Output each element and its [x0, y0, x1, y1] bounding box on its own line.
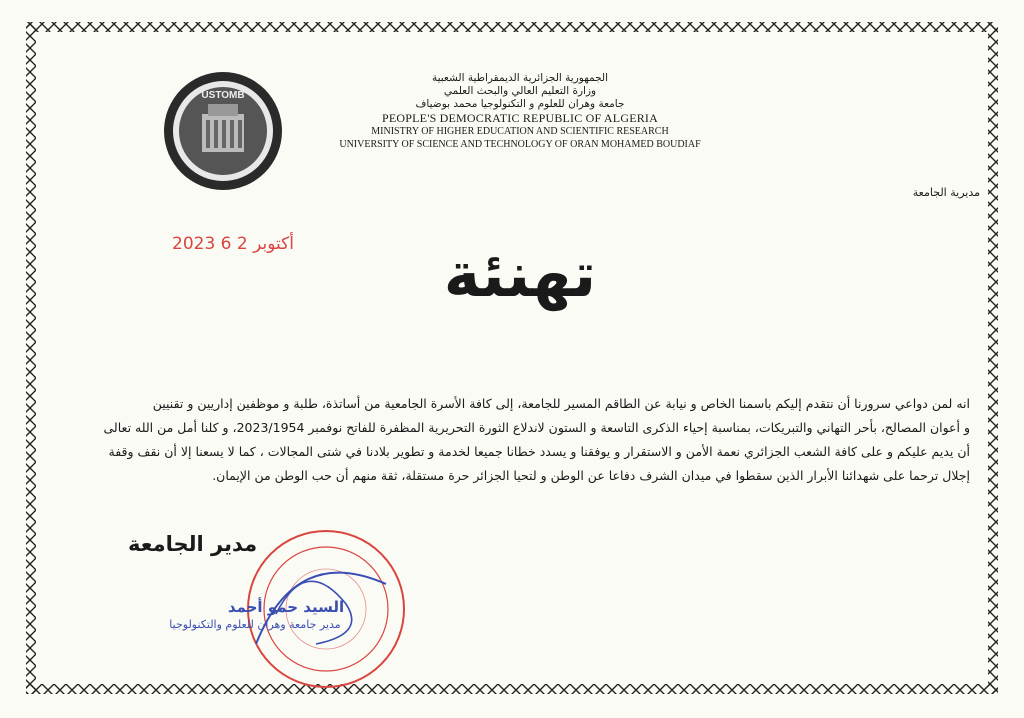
signatory-name: السيد حمو أحمد [227, 598, 345, 616]
institution-header [300, 72, 740, 151]
header-university-ar: جامعة وهران للعلوم و التكنولوجيا محمد بوضياف [415, 98, 625, 110]
signatory-role: مدير جامعة وهران للعلوم والتكنولوجيا [169, 618, 341, 631]
congratulation-text [60, 392, 970, 488]
university-logo [162, 70, 284, 192]
body-line: انه لمن دواعي سرورنا أن نتقدم إليكم باسمنا الخاص و نيابة عن الطاقم المسير للجامعة، إلى كافة الأسرة الجامعية من أساتذة، طلبة و موظفين إداريين و تقنيين [152, 396, 970, 411]
page-title: تهنئة [443, 238, 597, 311]
svg-text:USTOMB: USTOMB [201, 90, 245, 101]
header-country-ar: الجمهورية الجزائرية الديمقراطية الشعبية [431, 72, 609, 84]
body-line: أن يديم عليكم و على كافة الشعب الجزائري نعمة الأمن و الاستقرار و يوفقنا و يسدد خطانا جميعا لخدمة و تطوير بلادنا في شتى المجالات ، كما لا يسعنا إلا أن نقف وقفة [108, 444, 970, 459]
header-country-en: PEOPLE'S DEMOCRATIC REPUBLIC OF ALGERIA [382, 111, 658, 125]
header-ministry-en: MINISTRY OF HIGHER EDUCATION AND SCIENTIFIC RESEARCH [371, 126, 669, 137]
directorate-label: مديرية الجامعة [912, 186, 980, 199]
signer-title: مدير الجامعة [128, 532, 258, 556]
body-line: و أعوان المصالح، بأحر التهاني والتبريكات، بمناسبة إحياء الذكرى التاسعة و الستون لاندلاع الثورة التحريرية المظفرة للفاتح نوفمبر 2023/1954، و كلنا أمل من الله تعالى [103, 420, 970, 435]
header-university-en: UNIVERSITY OF SCIENCE AND TECHNOLOGY OF ORAN MOHAMED BOUDIAF [339, 139, 701, 150]
body-line: إجلال ترحما على شهدائنا الأبرار الذين سقطوا في ميدان الشرف دفاعا عن الوطن و لتحيا الجزائر حرة مستقلة، ثقة منهم أن حب الوطن من الإيمان. [212, 468, 970, 483]
header-ministry-ar: وزارة التعليم العالي والبحث العلمي [443, 85, 597, 97]
date-stamp: 2023 أكتوبر 2 6 [172, 234, 294, 254]
